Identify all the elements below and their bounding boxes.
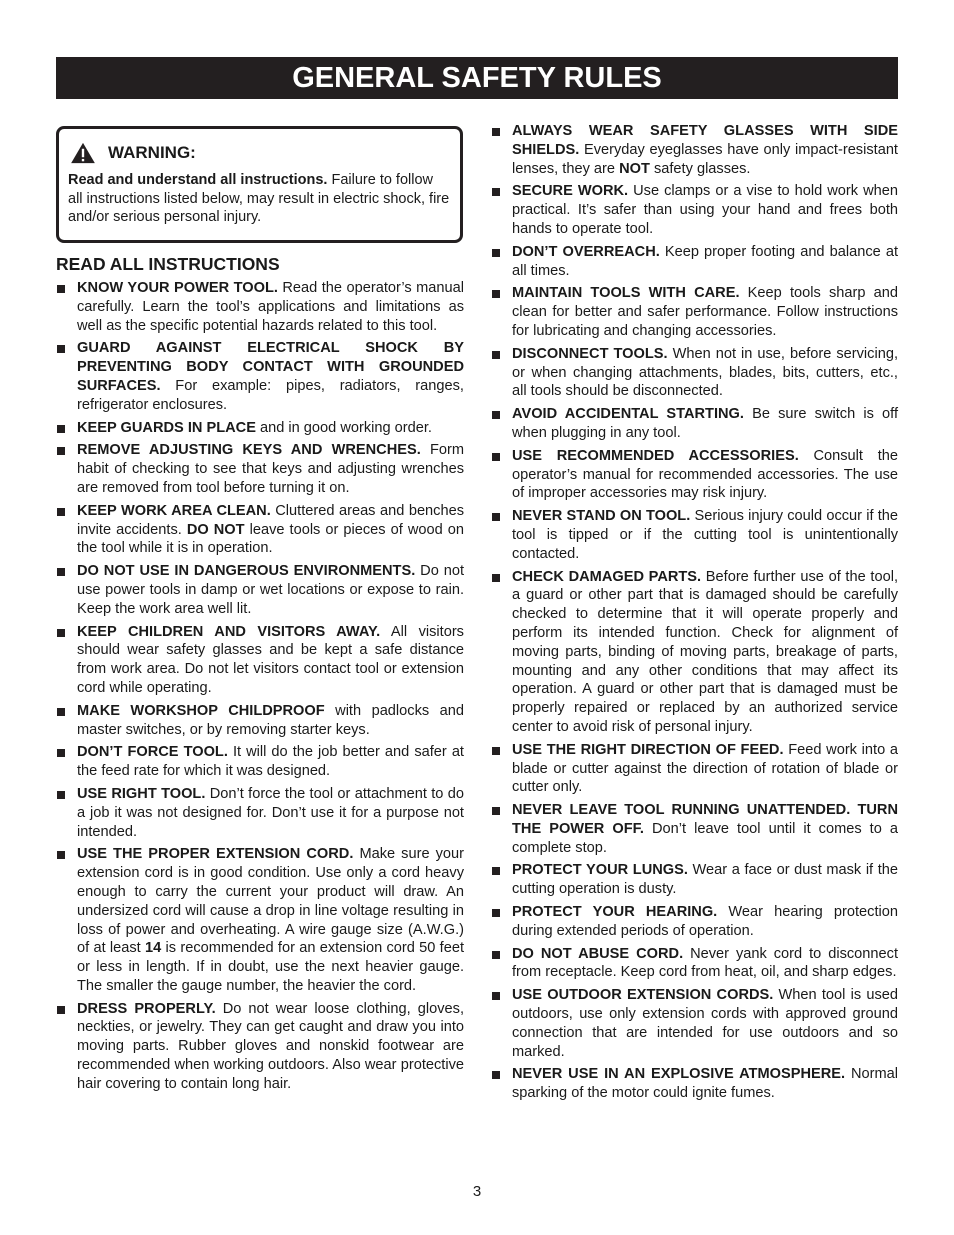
rule-text: [77, 279, 464, 335]
rule-lead: USE OUTDOOR EXTENSION CORDS.: [512, 987, 774, 1004]
title-bar: [56, 57, 898, 99]
warning-title: WARNING:: [108, 143, 196, 162]
right-column: [491, 122, 898, 1107]
bullet-square-icon: [56, 743, 77, 781]
bullet-square-icon: [56, 785, 77, 841]
rule-text: [512, 861, 898, 899]
rule-lead: ALWAYS WEAR SAFETY GLASSES WITH SIDE SHIELDS.: [512, 123, 898, 158]
bullet-square-icon: [491, 801, 512, 857]
rule-lead: DON’T FORCE TOOL.: [77, 744, 228, 761]
rule-item: [56, 702, 464, 740]
rule-body: Wear hearing protection during extended periods of operation.: [512, 904, 898, 939]
rule-lead: KEEP CHILDREN AND VISITORS AWAY.: [77, 623, 381, 640]
rule-text: [77, 702, 464, 740]
rule-text: [512, 986, 898, 1061]
bullet-square-icon: [491, 945, 512, 983]
rule-text: [512, 182, 898, 238]
bullet-square-icon: [491, 861, 512, 899]
rule-lead: GUARD AGAINST ELECTRICAL SHOCK BY PREVENTING BODY CONTACT WITH GROUNDED SURFACES.: [77, 340, 464, 394]
rule-item: [491, 345, 898, 401]
bullet-square-icon: [56, 623, 77, 698]
bullet-square-icon: [56, 562, 77, 618]
rule-body-continued: safety glasses.: [649, 160, 751, 177]
rule-lead: MAKE WORKSHOP CHILDPROOF: [77, 702, 325, 719]
rule-text: [512, 903, 898, 941]
rule-item: [491, 945, 898, 983]
rule-body: When tool is used outdoors, use only extension cords with approved ground connection that are intended for use outdoors and so marked.: [512, 987, 898, 1060]
rule-text: [77, 502, 464, 558]
rule-body: Cluttered areas and benches invite accidents.: [77, 502, 464, 538]
rule-body: It will do the job better and safer at the feed rate for which it was designed.: [77, 744, 464, 780]
rule-text: [512, 122, 898, 178]
rule-lead: USE RIGHT TOOL.: [77, 785, 206, 802]
rule-text: [512, 1065, 898, 1103]
rule-body: Normal sparking of the motor could ignite fumes.: [512, 1066, 898, 1102]
section-heading: READ ALL INSTRUCTIONS: [56, 254, 280, 274]
rule-item: [56, 419, 464, 438]
page-title: GENERAL SAFETY RULES: [292, 62, 662, 94]
rule-item: [491, 1065, 898, 1103]
rule-text: [512, 507, 898, 563]
bullet-square-icon: [491, 405, 512, 443]
right-rules-list: [491, 122, 898, 1103]
rule-body-continued: is recommended for an extension cord 50 feet or less in length. If in doubt, use the next heavier gauge. The smaller the gauge number, the heavier the cord.: [77, 940, 464, 994]
rule-lead: KEEP WORK AREA CLEAN.: [77, 502, 271, 519]
bullet-square-icon: [491, 903, 512, 941]
warning-triangle-icon: [68, 142, 98, 164]
rule-text: [512, 801, 898, 857]
rule-text: [77, 1000, 464, 1094]
rule-lead: SECURE WORK.: [512, 183, 629, 200]
rule-emphasis: DO NOT: [186, 521, 245, 538]
bullet-square-icon: [56, 1000, 77, 1094]
bullet-square-icon: [491, 284, 512, 340]
rule-text: [512, 243, 898, 281]
rule-body: Keep tools sharp and clean for better and safer performance. Follow instructions for lubricating and changing accessories.: [512, 285, 899, 339]
rule-item: [56, 339, 464, 414]
rule-body: Read the operator’s manual carefully. Learn the tool’s applications and limitations as well as the specific potential hazards related to this tool.: [77, 280, 464, 334]
rule-body: Feed work into a blade or cutter against the direction of rotation of blade or cutter only.: [512, 741, 898, 796]
rule-body: All visitors should wear safety glasses and be kept a safe distance from work area. Do not let visitors contact tool or extension cord while operating.: [77, 623, 464, 696]
bullet-square-icon: [491, 243, 512, 281]
rule-body-continued: leave tools or pieces of wood on the tool while it is in operation.: [77, 521, 464, 557]
rule-text: [77, 845, 464, 995]
rule-text: [512, 345, 898, 401]
rule-body: Use clamps or a vise to hold work when practical. It’s safer than using your hand and frees both hands to operate tool.: [512, 183, 898, 237]
rule-lead: DON’T OVERREACH.: [512, 243, 660, 260]
rule-item: [56, 502, 464, 558]
rule-body: Never yank cord to disconnect from receptacle. Keep cord from heat, oil, and sharp edges.: [512, 945, 899, 981]
rule-lead: NEVER STAND ON TOOL.: [512, 508, 691, 525]
rule-text: [512, 945, 898, 983]
rule-body: Don’t force the tool or attachment to do a job it was not designed for. Don’t use it for a purpose not intended.: [77, 785, 464, 840]
warning-body: Failure to follow all instructions listed below, may result in electric shock, fire and/or serious personal injury.: [68, 172, 450, 225]
bullet-square-icon: [56, 702, 77, 740]
rule-item: [491, 507, 898, 563]
bullet-square-icon: [56, 502, 77, 558]
rule-lead: PROTECT YOUR LUNGS.: [512, 862, 688, 879]
rule-body: Don’t leave tool until it comes to a complete stop.: [512, 820, 898, 856]
rule-body: Do not use power tools in damp or wet locations or expose to rain. Keep the work area well lit.: [77, 563, 464, 617]
bullet-square-icon: [56, 441, 77, 497]
rule-item: [56, 743, 464, 781]
rule-lead: USE THE PROPER EXTENSION CORD.: [77, 846, 354, 863]
warning-text: [68, 171, 451, 227]
rule-lead: KNOW YOUR POWER TOOL.: [77, 280, 278, 296]
rule-lead: DRESS PROPERLY.: [77, 1000, 216, 1017]
rule-item: [491, 405, 898, 443]
rule-item: [56, 623, 464, 698]
rule-lead: NEVER USE IN AN EXPLOSIVE ATMOSPHERE.: [512, 1066, 846, 1083]
rule-body: Do not wear loose clothing, gloves, neckties, or jewelry. They can get caught and draw you into moving parts. Rubber gloves and nonskid footwear are recommended when working outdoors. Also wear protective hair covering to contain long hair.: [77, 1000, 464, 1092]
rule-item: [56, 845, 464, 995]
bullet-square-icon: [491, 447, 512, 503]
bullet-square-icon: [491, 568, 512, 737]
rule-text: [77, 623, 464, 698]
rule-body: Consult the operator’s manual for recommended accessories. The use of improper accessories may risk injury.: [512, 447, 898, 502]
rule-lead: USE RECOMMENDED ACCESSORIES.: [512, 447, 799, 464]
rule-text: [512, 405, 898, 443]
rule-body: Keep proper footing and balance at all times.: [512, 243, 898, 279]
rule-lead: AVOID ACCIDENTAL STARTING.: [512, 406, 744, 423]
bullet-square-icon: [491, 1065, 512, 1103]
rule-item: [56, 785, 464, 841]
warning-box: [56, 126, 463, 243]
rule-body: Everyday eyeglasses have only impact-resistant lenses, they are: [512, 141, 898, 177]
rule-item: [56, 1000, 464, 1094]
rule-item: [491, 447, 898, 503]
left-column: [56, 126, 464, 1098]
rule-body: For example: pipes, radiators, ranges, refrigerator enclosures.: [77, 377, 464, 413]
rule-item: [491, 986, 898, 1061]
bullet-square-icon: [491, 122, 512, 178]
rule-item: [491, 182, 898, 238]
rule-lead: CHECK DAMAGED PARTS.: [512, 568, 702, 585]
rule-body: Serious injury could occur if the tool is tipped or if the cutting tool is unintentionally contacted.: [512, 508, 898, 562]
rule-lead: REMOVE ADJUSTING KEYS AND WRENCHES.: [77, 442, 421, 459]
bullet-square-icon: [56, 339, 77, 414]
left-rules-list: [56, 279, 464, 1094]
rule-text: [512, 741, 898, 797]
rule-lead: PROTECT YOUR HEARING.: [512, 904, 718, 921]
rule-item: [491, 568, 898, 737]
rule-text: [512, 568, 898, 737]
warning-lead: Read and understand all instructions.: [68, 172, 328, 188]
rule-body: with padlocks and master switches, or by removing starter keys.: [77, 702, 464, 738]
page-number: 3: [472, 1183, 482, 1200]
rule-item: [56, 441, 464, 497]
rule-lead: USE THE RIGHT DIRECTION OF FEED.: [512, 741, 784, 758]
rule-body: and in good working order.: [255, 419, 432, 436]
rule-lead: NEVER LEAVE TOOL RUNNING UNATTENDED. TURN THE POWER OFF.: [512, 802, 898, 837]
rule-text: [77, 339, 464, 414]
rule-text: [77, 441, 464, 497]
rule-item: [491, 903, 898, 941]
rule-item: [56, 562, 464, 618]
rule-text: [77, 785, 464, 841]
rule-body: Form habit of checking to see that keys and adjusting wrenches are removed from tool before turning it on.: [77, 442, 464, 496]
warning-header: [68, 142, 451, 164]
rule-item: [491, 122, 898, 178]
rule-item: [491, 243, 898, 281]
rule-emphasis: 14: [145, 940, 162, 957]
rule-item: [491, 741, 898, 797]
bullet-square-icon: [56, 845, 77, 995]
rule-lead: KEEP GUARDS IN PLACE: [77, 419, 256, 436]
rule-item: [491, 861, 898, 899]
rule-body: When not in use, before servicing, or when changing attachments, blades, bits, cutters, etc., all tools should be disconnected.: [512, 345, 898, 400]
bullet-square-icon: [491, 986, 512, 1061]
rule-text: [512, 447, 898, 503]
rule-body: Make sure your extension cord is in good condition. Use only a cord heavy enough to carry the current your product will draw. An undersized cord will cause a drop in line voltage resulting in loss of power and overheating. A wire gauge size (A.W.G.) of at least: [77, 846, 464, 957]
rule-text: [77, 743, 464, 781]
bullet-square-icon: [491, 507, 512, 563]
rule-body: Before further use of the tool, a guard or other part that is damaged should be carefully checked to determine that it will operate properly and perform its intended function. Check for alignment of moving parts, binding of moving parts, breakage of parts, mounting and any other conditions that may affect its operation. A guard or other part that is damaged must be properly repaired or replaced by an authorized service center to avoid risk of personal injury.: [512, 568, 898, 735]
bullet-square-icon: [56, 419, 77, 438]
rule-lead: DO NOT ABUSE CORD.: [512, 945, 684, 962]
bullet-square-icon: [491, 345, 512, 401]
rule-item: [56, 279, 464, 335]
bullet-square-icon: [491, 741, 512, 797]
rule-emphasis: NOT: [619, 160, 650, 177]
rule-lead: DISCONNECT TOOLS.: [512, 345, 668, 362]
rule-lead: DO NOT USE IN DANGEROUS ENVIRONMENTS.: [77, 563, 416, 580]
rule-item: [491, 801, 898, 857]
rule-lead: MAINTAIN TOOLS WITH CARE.: [512, 285, 740, 302]
rule-item: [491, 284, 898, 340]
bullet-square-icon: [56, 279, 77, 335]
rule-body: Be sure switch is off when plugging in any tool.: [512, 406, 899, 441]
bullet-square-icon: [491, 182, 512, 238]
rule-body: Wear a face or dust mask if the cutting operation is dusty.: [512, 862, 898, 898]
rule-text: [77, 562, 464, 618]
rule-text: [77, 419, 464, 438]
rule-text: [512, 284, 898, 340]
